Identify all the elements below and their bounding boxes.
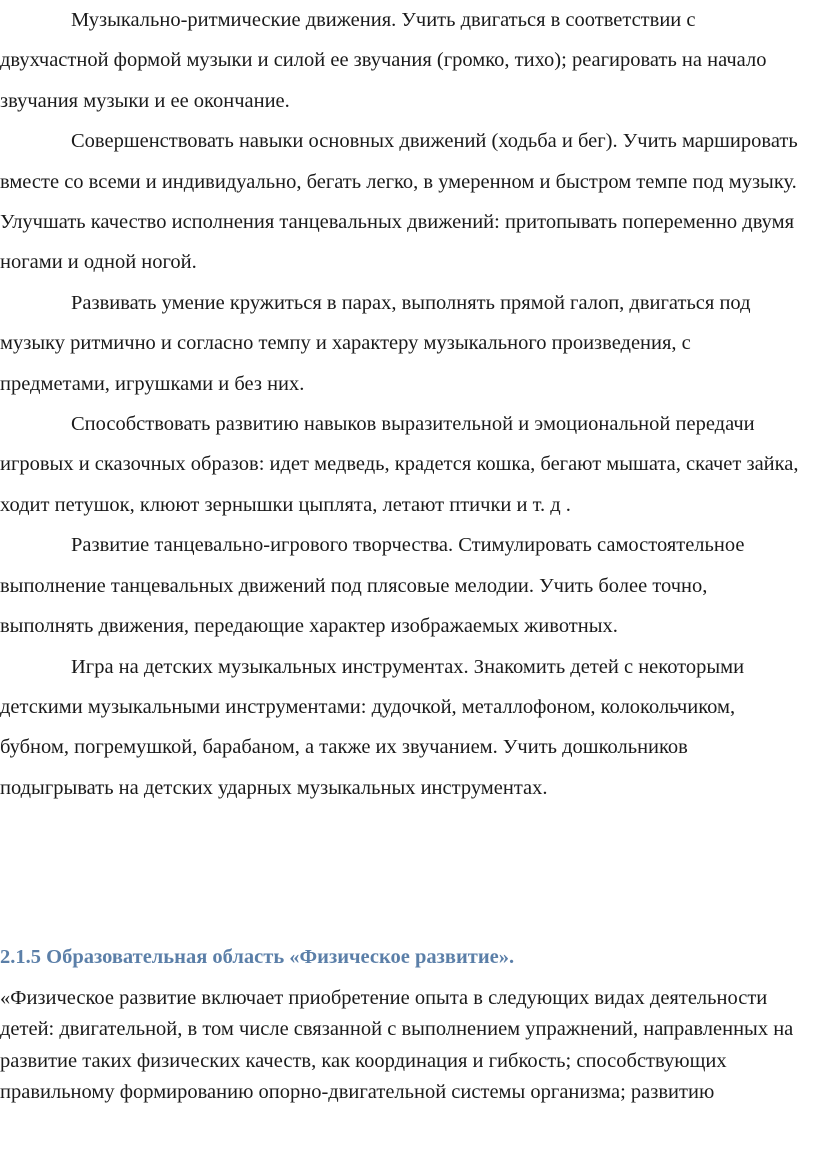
paragraph-dance-creativity: Развитие танцевально-игрового творчества. Стимулировать самостоятельное выполнение танцевальных движений под плясовые мелодии. Учить более точно, выполнять движения, передающие характер изображаемых животных. — [0, 534, 745, 638]
paragraph-physical-development: «Физическое развитие включает приобретение опыта в следующих видах деятельности детей: двигательной, в том числе связанной с выполнением упражнений, направленных на развитие таких физических качеств, как координация и гибкость; способствующих правильному формированию опорно-двигательной системы организма; развитию — [0, 987, 794, 1104]
paragraph-basic-movements: Совершенствовать навыки основных движений (ходьба и бег). Учить маршировать вместе со всеми и индивидуально, бегать легко, в умеренном и быстром темпе под музыку. Улучшать качество исполнения танцевальных движений: притопывать попеременно двумя ногами и одной ногой. — [0, 130, 798, 274]
paragraph-expressive-images: Способствовать развитию навыков выразительной и эмоциональной передачи игровых и сказочных образов: идет медведь, крадется кошка, бегают мышата, скачет зайка, ходит петушок, клюют зернышки цыплята, летают птички и т. д . — [0, 413, 799, 516]
section-heading: 2.1.5 Образовательная область «Физическое развитие». — [0, 946, 515, 968]
paragraph-rhythmic-movements: Музыкально-ритмические движения. Учить двигаться в соответствии с двухчастной формой музыки и силой ее звучания (громко, тихо); реагировать на начало звучания музыки и ее окончание. — [0, 9, 767, 112]
paragraph-instruments: Игра на детских музыкальных инструментах. Знакомить детей с некоторыми детскими музыкальными инструментами: дудочкой, металлофоном, колокольчиком, бубном, погремушкой, барабаном, а также их звучанием. Учить дошкольников подыгрывать на детских ударных музыкальных инструментах. — [0, 655, 745, 799]
section-body — [0, 983, 805, 1109]
paragraph-pair-spinning: Развивать умение кружиться в парах, выполнять прямой галоп, двигаться под музыку ритмично и согласно темпу и характеру музыкального произведения, с предметами, игрушками и без них. — [0, 291, 751, 395]
